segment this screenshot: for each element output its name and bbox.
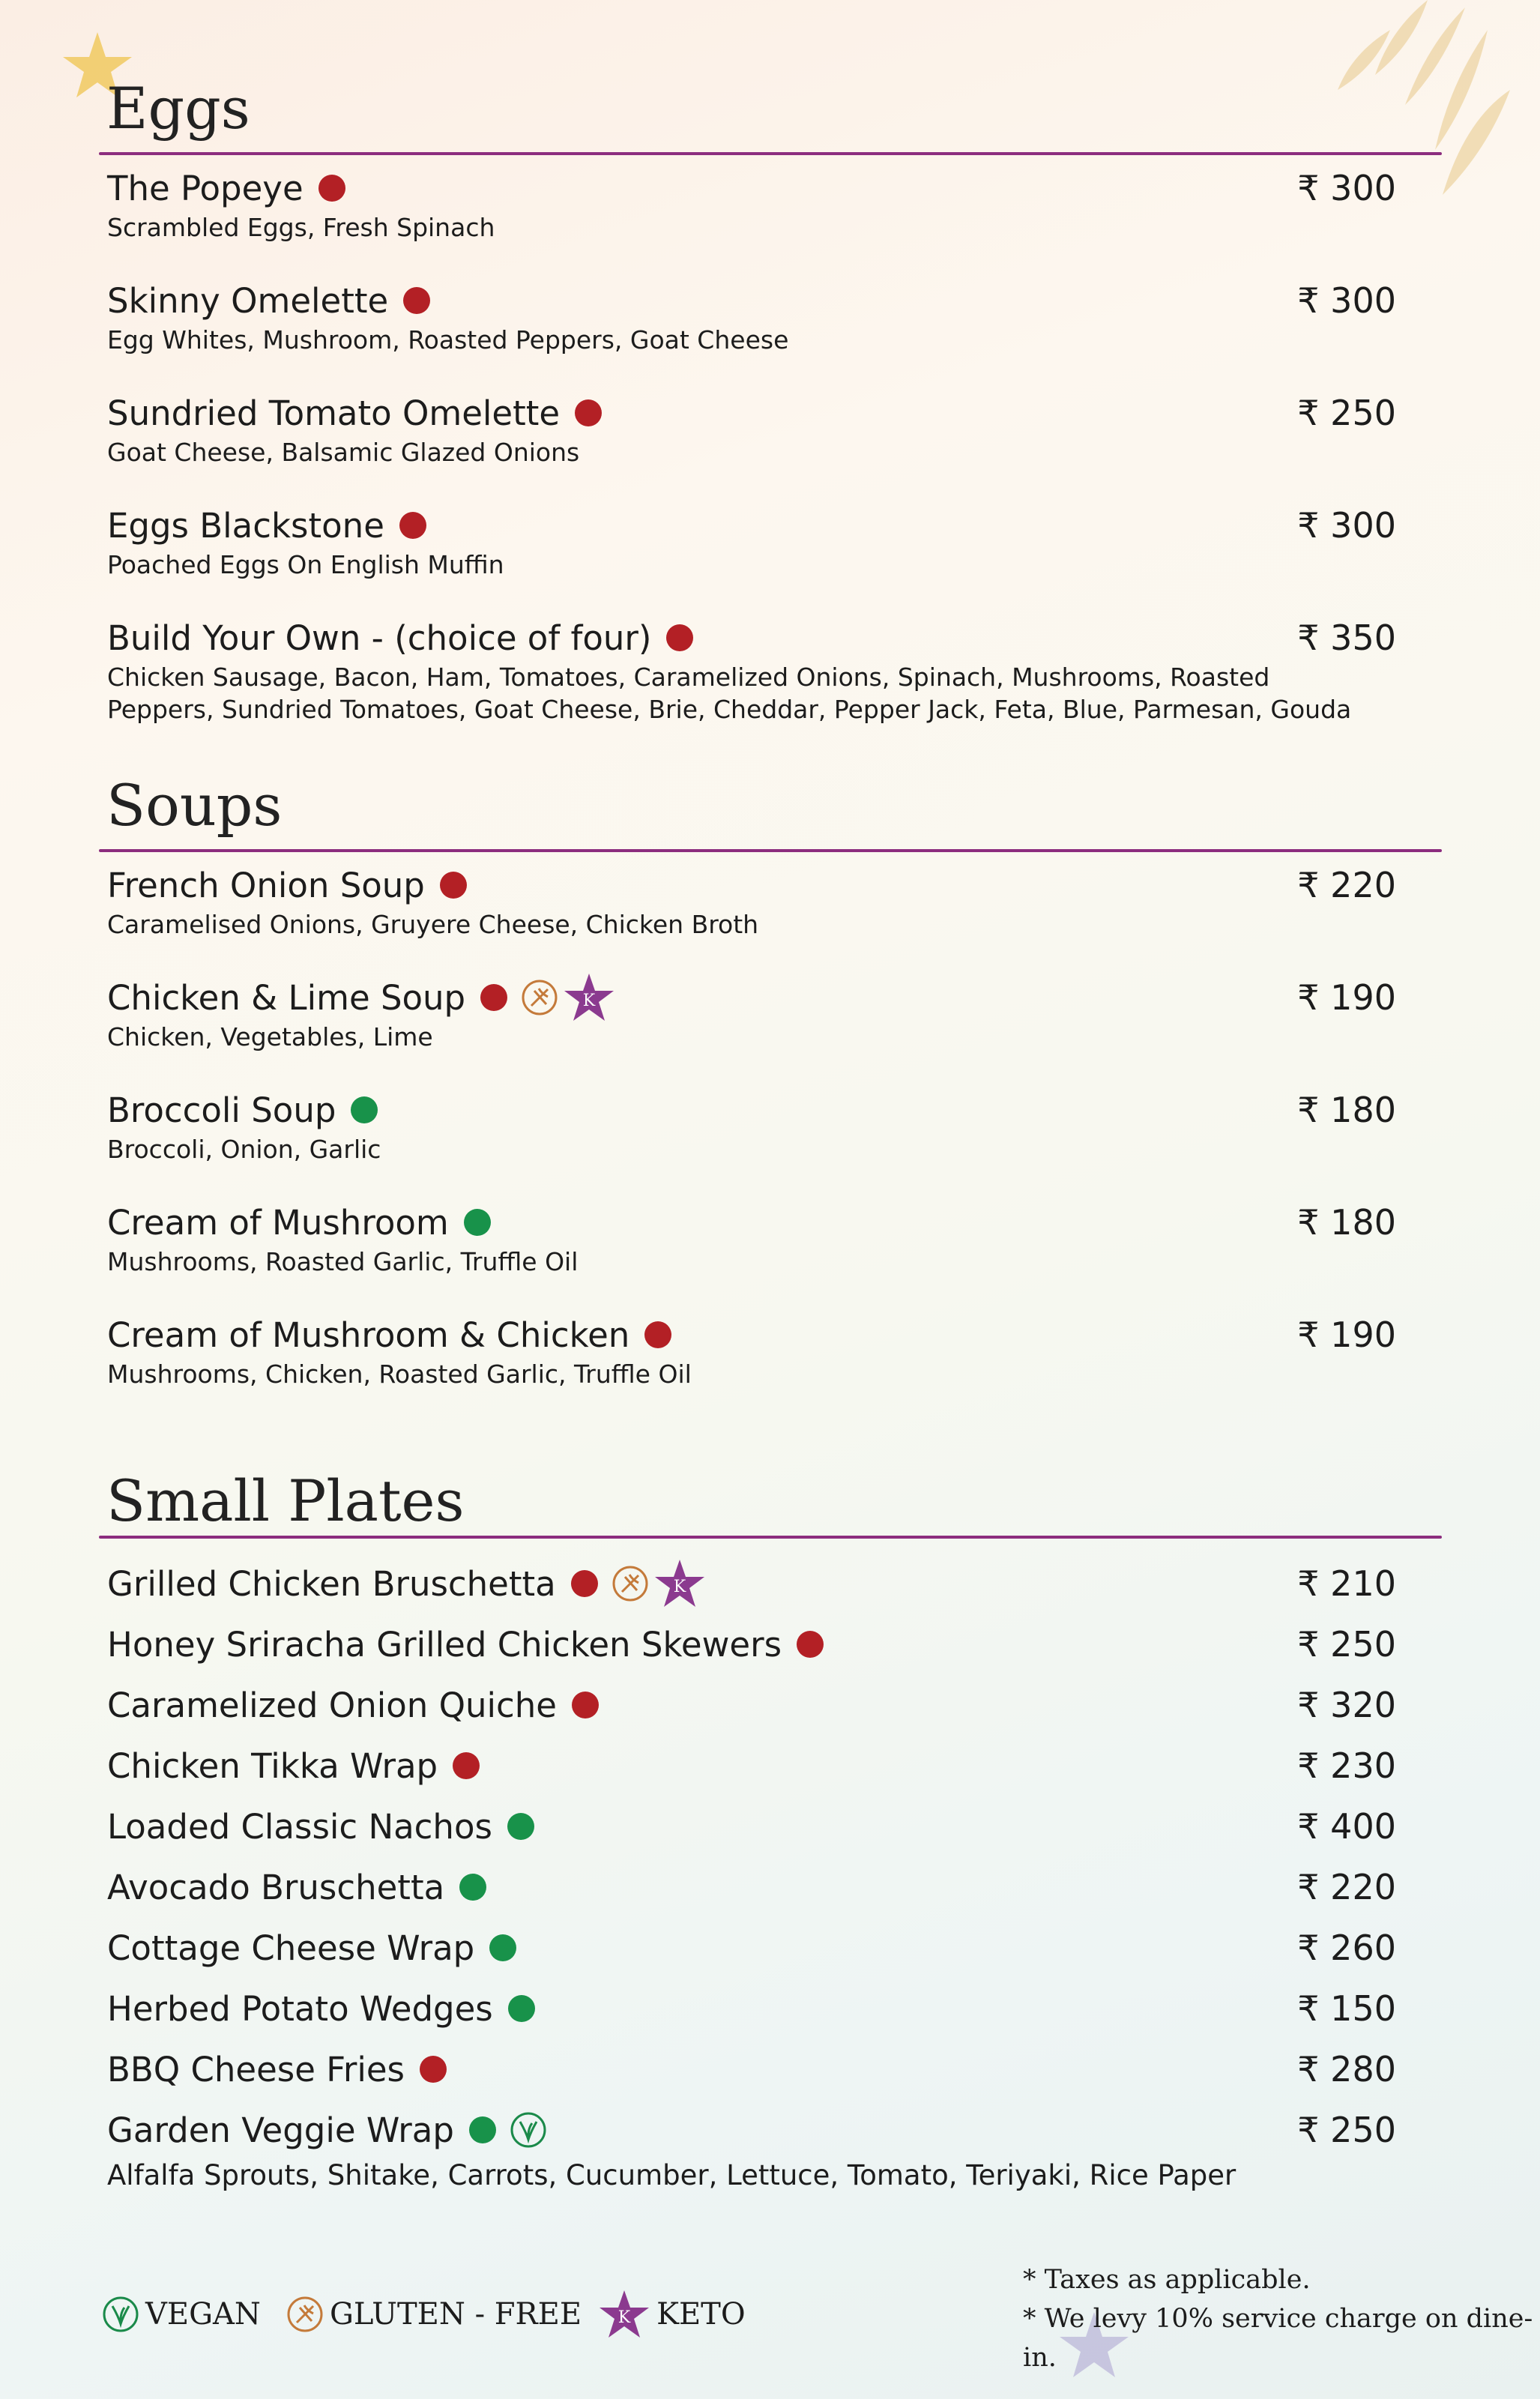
veg-dot-icon [459,1874,486,1901]
item-price: ₹ 350 [1297,618,1396,658]
tax-note: * Taxes as applicable. [1023,2265,1311,2295]
item-name: Garden Veggie Wrap [107,2110,454,2150]
non-veg-dot-icon [575,399,602,426]
menu-item [107,1621,1441,1668]
item-name: Loaded Classic Nachos [107,1806,492,1847]
item-price: ₹ 300 [1297,168,1396,208]
non-veg-dot-icon [571,1570,598,1597]
menu-item [107,390,1441,468]
vegan-leaf-icon [510,2111,547,2149]
menu-item [107,2107,1441,2191]
item-name: French Onion Soup [107,865,425,905]
svg-text:K: K [582,992,596,1010]
menu-item [107,1087,1441,1165]
item-description-line-2: Peppers, Sundried Tomatoes, Goat Cheese, Brie, Cheddar, Pepper Jack, Feta, Blue, Parmesan, Gouda [107,695,1352,724]
section-title-small-plates: Small Plates [106,1467,465,1534]
item-name: Cream of Mushroom & Chicken [107,1315,630,1355]
menu-item [107,2046,1441,2092]
keto-star-icon [563,971,615,1024]
item-name: Cottage Cheese Wrap [107,1928,475,1968]
menu-item [107,277,1441,356]
menu-item [107,1560,1441,1607]
item-name: Eggs Blackstone [107,505,384,546]
item-price: ₹ 250 [1297,1624,1396,1665]
non-veg-dot-icon [644,1321,671,1348]
keto-star-icon [598,2288,650,2341]
veg-dot-icon [489,1934,516,1961]
item-price: ₹ 230 [1297,1745,1396,1786]
item-price: ₹ 300 [1297,505,1396,546]
item-name: Chicken & Lime Soup [107,977,466,1018]
keto-star-icon [653,1557,706,1610]
legend-keto-label: KETO [656,2297,746,2332]
item-price: ₹ 220 [1297,1867,1396,1907]
svg-text:K: K [673,1578,686,1596]
item-name: Caramelized Onion Quiche [107,1685,557,1725]
item-price: ₹ 400 [1297,1806,1396,1847]
veg-dot-icon [351,1096,378,1123]
item-name: Build Your Own - (choice of four) [107,618,652,658]
menu-item [107,974,1441,1053]
dietary-legend [102,2288,758,2341]
menu-item [107,1864,1441,1910]
item-price: ₹ 190 [1297,1315,1396,1355]
non-veg-dot-icon [403,287,430,314]
veg-dot-icon [469,2116,496,2143]
item-name: Avocado Bruschetta [107,1867,445,1907]
section-title-eggs: Eggs [106,75,250,142]
item-price: ₹ 260 [1297,1928,1396,1968]
svg-text:K: K [617,2308,631,2327]
gluten-free-icon [286,2296,324,2333]
menu-item [107,1682,1441,1728]
item-description: Alfalfa Sprouts, Shitake, Carrots, Cucumber, Lettuce, Tomato, Teriyaki, Rice Paper [107,2159,1236,2191]
menu-item [107,1312,1441,1390]
non-veg-dot-icon [399,512,426,539]
item-name: The Popeye [107,168,304,208]
item-price: ₹ 250 [1297,393,1396,433]
item-price: ₹ 250 [1297,2110,1396,2150]
non-veg-dot-icon [480,984,507,1011]
item-price: ₹ 220 [1297,865,1396,905]
item-price: ₹ 320 [1297,1685,1396,1725]
section-rule [99,1536,1442,1539]
item-description: Mushrooms, Roasted Garlic, Truffle Oil [107,1247,579,1276]
menu-item [107,615,1441,725]
non-veg-dot-icon [797,1631,824,1658]
item-name: Chicken Tikka Wrap [107,1745,438,1786]
gluten-free-icon [521,979,558,1016]
item-price: ₹ 180 [1297,1090,1396,1130]
item-description: Poached Eggs On English Muffin [107,550,504,579]
item-price: ₹ 210 [1297,1563,1396,1604]
item-price: ₹ 190 [1297,977,1396,1018]
menu-item [107,1742,1441,1789]
legend-gluten-free-label: GLUTEN - FREE [329,2297,582,2332]
non-veg-dot-icon [440,872,467,899]
item-description: Mushrooms, Chicken, Roasted Garlic, Truffle Oil [107,1360,692,1389]
vegan-leaf-icon [102,2296,139,2333]
menu-item [107,1925,1441,1971]
gluten-free-icon [612,1565,649,1602]
item-name: Sundried Tomato Omelette [107,393,561,433]
item-description: Broccoli, Onion, Garlic [107,1135,381,1164]
item-description: Egg Whites, Mushroom, Roasted Peppers, Goat Cheese [107,325,789,354]
menu-item [107,502,1441,581]
item-name: Skinny Omelette [107,280,389,321]
item-price: ₹ 280 [1297,2049,1396,2089]
menu-item [107,1985,1441,2032]
veg-dot-icon [508,1995,535,2022]
footer-notes [1023,2260,1540,2377]
item-name: Grilled Chicken Bruschetta [107,1563,556,1604]
menu-item [107,862,1441,941]
item-description: Chicken Sausage, Bacon, Ham, Tomatoes, Caramelized Onions, Spinach, Mushrooms, Roasted [107,663,1270,692]
non-veg-dot-icon [318,175,345,202]
non-veg-dot-icon [453,1752,480,1779]
item-description: Chicken, Vegetables, Lime [107,1022,433,1051]
veg-dot-icon [507,1813,534,1840]
veg-dot-icon [464,1209,491,1236]
section-title-soups: Soups [106,772,283,839]
menu-item [107,165,1441,244]
item-name: BBQ Cheese Fries [107,2049,405,2089]
item-description: Goat Cheese, Balsamic Glazed Onions [107,438,580,467]
item-price: ₹ 300 [1297,280,1396,321]
menu-item [107,1199,1441,1278]
item-name: Cream of Mushroom [107,1202,449,1243]
item-description: Scrambled Eggs, Fresh Spinach [107,213,495,242]
legend-vegan-label: VEGAN [145,2297,261,2332]
item-price: ₹ 180 [1297,1202,1396,1243]
item-name: Herbed Potato Wedges [107,1988,493,2029]
non-veg-dot-icon [420,2056,447,2083]
item-name: Broccoli Soup [107,1090,336,1130]
item-description: Caramelised Onions, Gruyere Cheese, Chicken Broth [107,910,759,939]
non-veg-dot-icon [572,1692,599,1718]
item-price: ₹ 150 [1297,1988,1396,2029]
section-rule [99,152,1442,155]
non-veg-dot-icon [666,624,693,651]
item-name: Honey Sriracha Grilled Chicken Skewers [107,1624,782,1665]
service-charge-note: * We levy 10% service charge on dine-in. [1023,2304,1533,2373]
section-rule [99,849,1442,852]
menu-item [107,1803,1441,1850]
